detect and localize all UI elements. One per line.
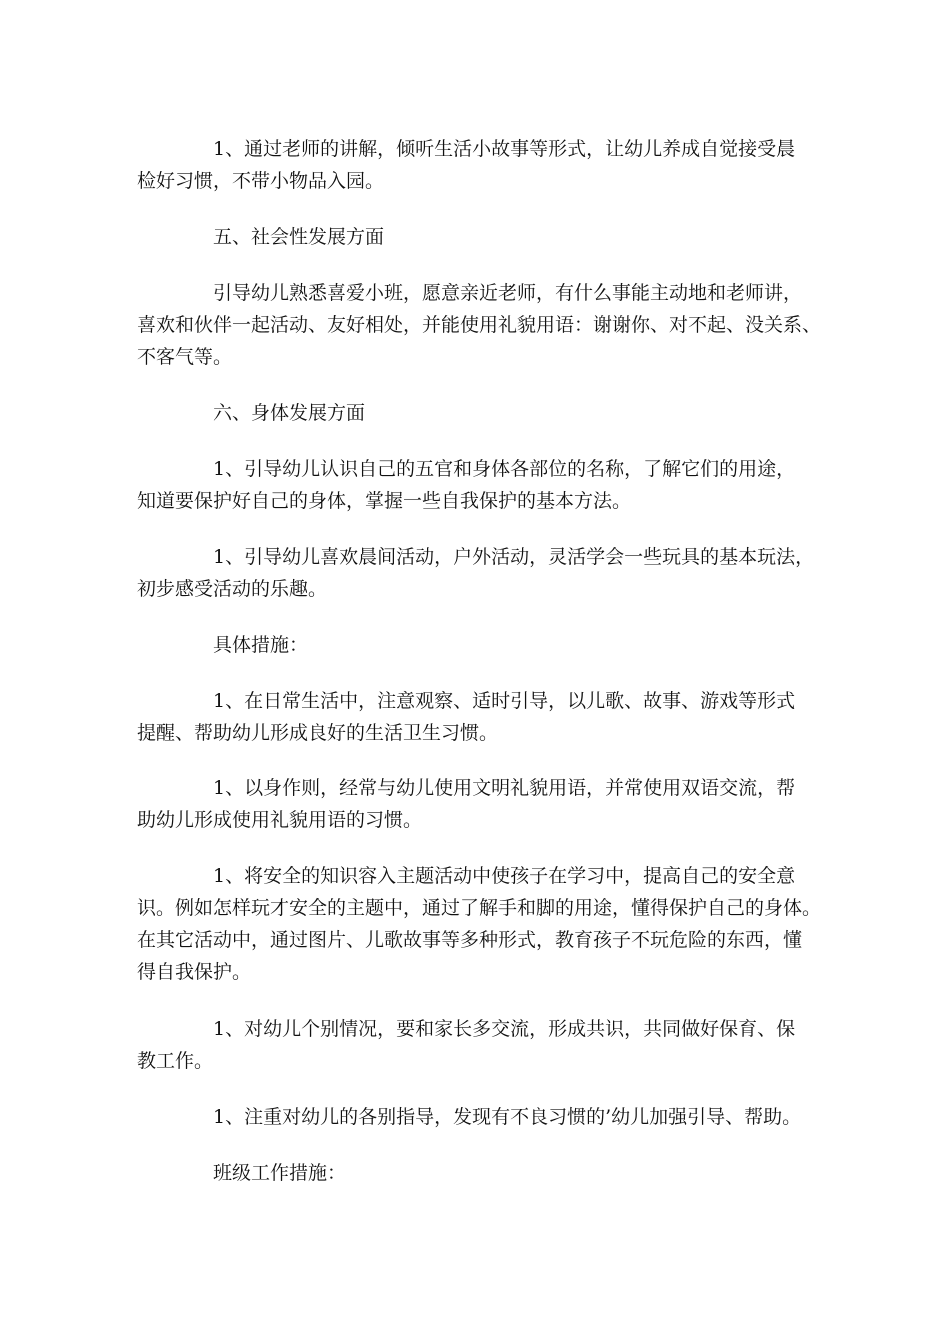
paragraph-body-awareness bbox=[137, 453, 807, 517]
paragraph-line: 初步感受活动的乐趣。 bbox=[137, 578, 328, 600]
paragraph-line: 助幼儿形成使用礼貌用语的习惯。 bbox=[137, 809, 423, 831]
paragraph-line: 不客气等。 bbox=[137, 346, 233, 368]
paragraph-lead-by-example bbox=[137, 772, 807, 836]
paragraph-line: 1、以身作则，经常与幼儿使用文明礼貌用语，并常使用双语交流，帮 bbox=[213, 777, 796, 799]
heading-social-development bbox=[137, 221, 807, 253]
paragraph-line: 喜欢和伙伴一起活动、友好相处，并能使用礼貌用语：谢谢你、对不起、没关系、 bbox=[137, 314, 822, 336]
paragraph-line: 得自我保护。 bbox=[137, 961, 252, 983]
heading-physical-development bbox=[137, 397, 807, 429]
paragraph-line: 1、通过老师的讲解，倾听生活小故事等形式，让幼儿养成自觉接受晨 bbox=[213, 138, 796, 160]
paragraph-line: 1、对幼儿个别情况，要和家长多交流，形成共识，共同做好保育、保 bbox=[213, 1018, 796, 1040]
heading-specific-measures bbox=[137, 629, 807, 661]
paragraph-line: 教工作。 bbox=[137, 1050, 214, 1072]
heading-line: 五、社会性发展方面 bbox=[213, 226, 385, 248]
heading-class-work-measures bbox=[137, 1157, 807, 1189]
paragraph-line: 知道要保护好自己的身体，掌握一些自我保护的基本方法。 bbox=[137, 490, 632, 512]
paragraph-line: 1、引导幼儿认识自己的五官和身体各部位的名称，了解它们的用途， bbox=[213, 458, 796, 480]
paragraph-line: 提醒、帮助幼儿形成良好的生活卫生习惯。 bbox=[137, 722, 499, 744]
paragraph-individual-guidance bbox=[137, 1101, 807, 1133]
paragraph-line: 1、注重对幼儿的各别指导，发现有不良习惯的’幼儿加强引导、帮助。 bbox=[213, 1106, 802, 1128]
paragraph-parent-communication bbox=[137, 1013, 807, 1077]
heading-line: 具体措施： bbox=[213, 634, 309, 656]
paragraph-daily-life bbox=[137, 685, 807, 749]
paragraph-line: 在其它活动中，通过图片、儿歌故事等多种形式，教育孩子不玩危险的东西，懂 bbox=[137, 929, 803, 951]
paragraph-line: 检好习惯，不带小物品入园。 bbox=[137, 170, 385, 192]
paragraph-line: 1、在日常生活中，注意观察、适时引导，以儿歌、故事、游戏等形式 bbox=[213, 690, 796, 712]
paragraph-line: 1、引导幼儿喜欢晨间活动，户外活动，灵活学会一些玩具的基本玩法， bbox=[213, 546, 815, 568]
paragraph-line: 1、将安全的知识容入主题活动中使孩子在学习中，提高自己的安全意 bbox=[213, 865, 796, 887]
paragraph-safety-knowledge bbox=[137, 860, 822, 988]
heading-line: 班级工作措施： bbox=[213, 1162, 347, 1184]
paragraph-line: 识。例如怎样玩才安全的主题中，通过了解手和脚的用途，懂得保护自己的身体。 bbox=[137, 897, 822, 919]
paragraph-morning-check bbox=[137, 133, 807, 197]
heading-line: 六、身体发展方面 bbox=[213, 402, 366, 424]
paragraph-outdoor-activity bbox=[137, 541, 815, 605]
paragraph-social-guidance bbox=[137, 277, 822, 373]
paragraph-line: 引导幼儿熟悉喜爱小班，愿意亲近老师，有什么事能主动地和老师讲， bbox=[213, 282, 803, 304]
